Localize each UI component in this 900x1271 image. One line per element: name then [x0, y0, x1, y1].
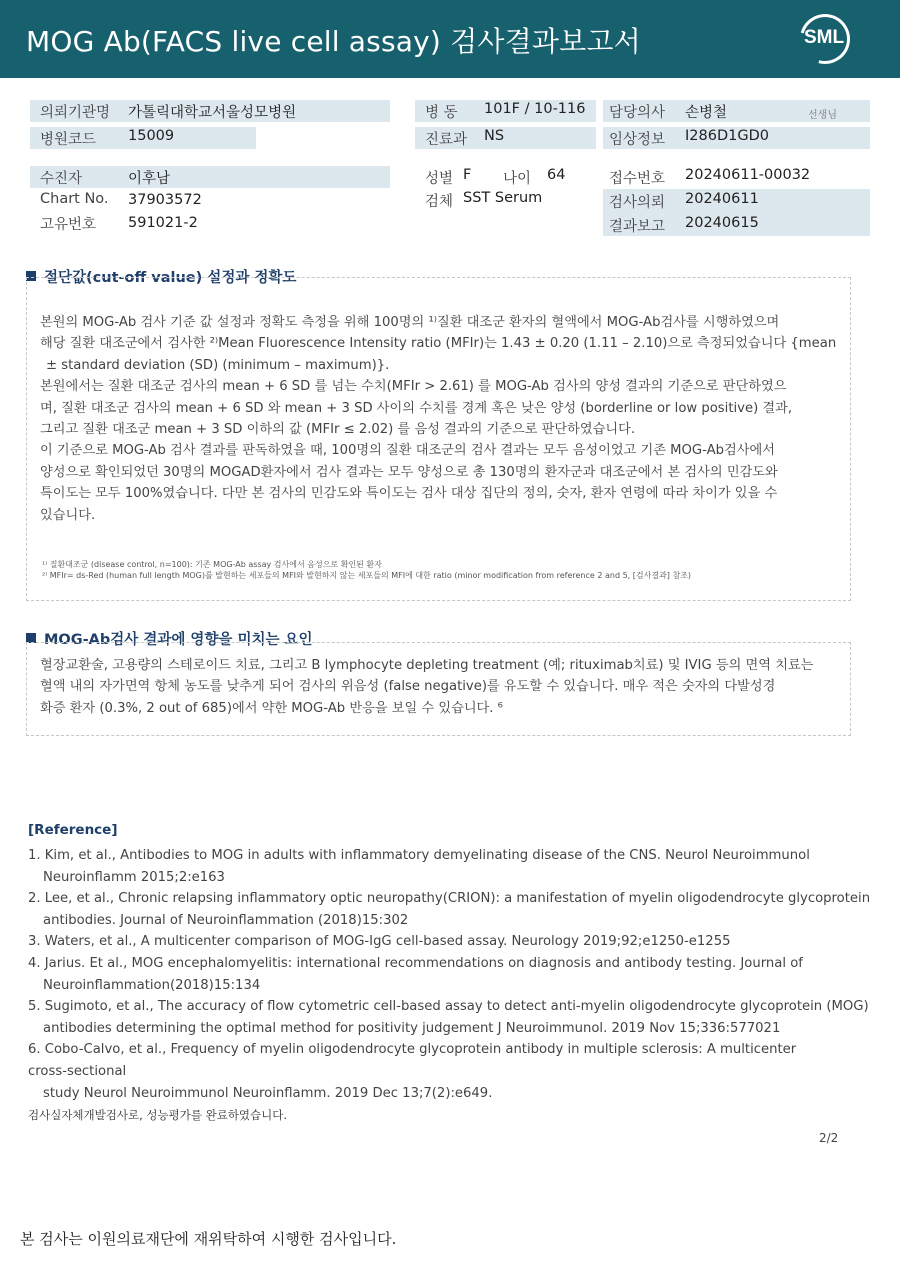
specimen-label: 검체: [425, 194, 454, 210]
reference-line: 1. Kim, et al., Antibodies to MOG in adults with inflammatory demyelinating disease of the CNS. Neurol Neuroimmunol: [28, 848, 810, 863]
text-line: 그리고 질환 대조군 mean + 3 SD 이하의 값 (MFIr ≤ 2.02) 를 음성 결과의 기준으로 판단하였습니다.: [40, 422, 636, 438]
reference-line: antibodies. Journal of Neuroinflammation (2018)15:302: [43, 912, 409, 928]
text-line: 화증 환자 (0.3%, 2 out of 685)에서 약한 MOG-Ab 반응을 보일 수 있습니다. ⁶: [40, 700, 503, 716]
page-number: 2/2: [819, 1131, 839, 1145]
doctor-label: 담당의사: [609, 105, 666, 121]
cutoff-paragraph: [40, 312, 840, 526]
reference-line: Neuroinflammation(2018)15:134: [43, 977, 261, 993]
text-line: 특이도는 모두 100%였습니다. 다만 본 검사의 민감도와 특이도는 검사 대상 집단의 정의, 숫자, 환자 연령에 따라 차이가 있을 수: [40, 486, 778, 502]
outsourcing-note: 본 검사는 이원의료재단에 재위탁하여 시행한 검사입니다.: [20, 1230, 397, 1248]
doctor-suffix: 선생님: [808, 110, 837, 121]
report-header: [0, 0, 900, 78]
hospital-code-value: 15009: [128, 128, 175, 144]
text-line: 혈액 내의 자가면역 항체 농도를 낮추게 되어 검사의 위음성 (false negative)를 유도할 수 있습니다. 매우 적은 숫자의 다발성경: [40, 679, 776, 695]
text-line: 혈장교환술, 고용량의 스테로이드 치료, 그리고 B lymphocyte depleting treatment (예; rituximab치료) 및 IVIG 등의 면역 치료는: [40, 658, 814, 673]
reference-line: 4. Jarius. Et al., MOG encephalomyelitis: international recommendations on diagnosis and antibody testing. Journal of: [28, 955, 803, 971]
text-line: 본원의 MOG-Ab 검사 기준 값 설정과 정확도 측정을 위해 100명의 ¹⁾질환 대조군 환자의 혈액에서 MOG-Ab검사를 시행하였으며: [40, 315, 780, 330]
section-title-text: 절단값(cut-off value) 설정과 정확도: [44, 270, 297, 286]
ward-value: 101F / 10-116: [484, 101, 586, 117]
hospital-code-label: 병원코드: [40, 132, 97, 148]
reference-line: 5. Sugimoto, et al., The accuracy of flow cytometric cell-based assay to detect anti-myelin oligodendrocyte glycoprotein (MOG): [28, 999, 869, 1015]
report-value: 20240615: [685, 215, 759, 231]
section-title-text: MOG-Ab검사 결과에 영향을 미치는 요인: [44, 632, 313, 648]
age-label: 나이: [503, 171, 532, 187]
reference-title: [Reference]: [28, 822, 118, 838]
clinical-label: 임상정보: [609, 132, 666, 148]
chart-value: 37903572: [128, 192, 202, 208]
report-label: 결과보고: [609, 219, 666, 235]
text-line: 해당 질환 대조군에서 검사한 ²⁾Mean Fluorescence Intensity ratio (MFIr)는 1.43 ± 0.20 (1.11 – 2.10)으로 측정되었습니다 {mean: [40, 336, 837, 352]
sml-logo-icon: [800, 14, 850, 64]
footnotes: [42, 559, 842, 581]
reference-line: antibodies determining the optimal method for positivity judgement J Neuroimmunol. 2019 Nov 15;336:577021: [43, 1020, 781, 1036]
reference-list: [28, 845, 871, 1104]
dept-value: NS: [484, 128, 505, 144]
ward-label: 병 동: [425, 105, 458, 121]
sex-value: F: [463, 167, 472, 183]
clinical-value: I286D1GD0: [685, 128, 769, 144]
footnote: ¹⁾ 질환대조군 (disease control, n=100): 기존 MOG-Ab assay 검사에서 음성으로 확인된 환자: [42, 560, 382, 569]
request-label: 검사의뢰: [609, 195, 666, 211]
doctor-value: 손병철: [685, 105, 728, 121]
request-value: 20240611: [685, 191, 759, 207]
reference-line: 2. Lee, et al., Chronic relapsing inflammatory optic neuropathy(CRION): a manifestation of myelin oligodendrocyte glycoprotein: [28, 891, 871, 907]
institution-value: 가톨릭대학교서울성모병원: [128, 105, 297, 121]
text-line: 이 기준으로 MOG-Ab 검사 결과를 판독하였을 때, 100명의 질환 대조군의 검사 결과는 모두 음성이었고 기존 MOG-Ab검사에서: [40, 443, 775, 459]
patient-label: 수진자: [40, 171, 83, 187]
patient-value: 이후남: [128, 171, 171, 187]
text-line: 양성으로 확인되었던 30명의 MOGAD환자에서 검사 결과는 모두 양성으로 총 130명의 환자군과 대조군에서 본 검사의 민감도와: [40, 464, 778, 480]
specimen-value: SST Serum: [463, 190, 543, 206]
sex-label: 성별: [425, 171, 454, 187]
footnote: ²⁾ MFIr= ds-Red (human full length MOG)를 발현하는 세포들의 MFI와 발현하지 않는 세포들의 MFI에 대한 ratio (minor modification from reference 2 and 5, [검사결과] 참조): [42, 571, 692, 580]
validation-note: 검사실자체개발검사로, 성능평가를 완료하였습니다.: [28, 1108, 288, 1122]
institution-label: 의뢰기관명: [40, 105, 111, 121]
reference-line: cross-sectional: [28, 1063, 127, 1079]
text-line: 있습니다.: [40, 507, 96, 523]
reference-line: 6. Cobo-Calvo, et al., Frequency of myelin oligodendrocyte glycoprotein antibody in multiple sclerosis: A multicenter: [28, 1042, 797, 1058]
dept-label: 진료과: [425, 132, 468, 148]
text-line: 본원에서는 질환 대조군 검사의 mean + 6 SD 를 넘는 수치(MFIr > 2.61) 를 MOG-Ab 검사의 양성 결과의 기준으로 판단하였으: [40, 379, 787, 395]
reference-line: study Neurol Neuroimmunol Neuroinflamm. 2019 Dec 13;7(2):e649.: [43, 1085, 493, 1101]
report-title: MOG Ab(FACS live cell assay) 검사결과보고서: [26, 25, 641, 58]
reception-label: 접수번호: [609, 171, 666, 187]
reception-value: 20240611-00032: [685, 167, 811, 183]
id-value: 591021-2: [128, 215, 198, 231]
factors-paragraph: [40, 655, 840, 719]
chart-label: Chart No.: [40, 191, 109, 207]
logo-text: SML: [804, 27, 845, 48]
id-label: 고유번호: [40, 217, 97, 233]
reference-line: Neuroinflamm 2015;2:e163: [43, 869, 225, 885]
age-value: 64: [547, 167, 566, 183]
text-line: 며, 질환 대조군 검사의 mean + 6 SD 와 mean + 3 SD 사이의 수치를 경계 혹은 낮은 양성 (borderline or low positive) 결과,: [40, 400, 793, 416]
reference-line: 3. Waters, et al., A multicenter comparison of MOG-IgG cell-based assay. Neurology 2019;92;e1250-e1255: [28, 934, 731, 950]
text-line: ± standard deviation (SD) (minimum – maximum)}.: [46, 357, 390, 373]
info-band: [30, 166, 390, 188]
